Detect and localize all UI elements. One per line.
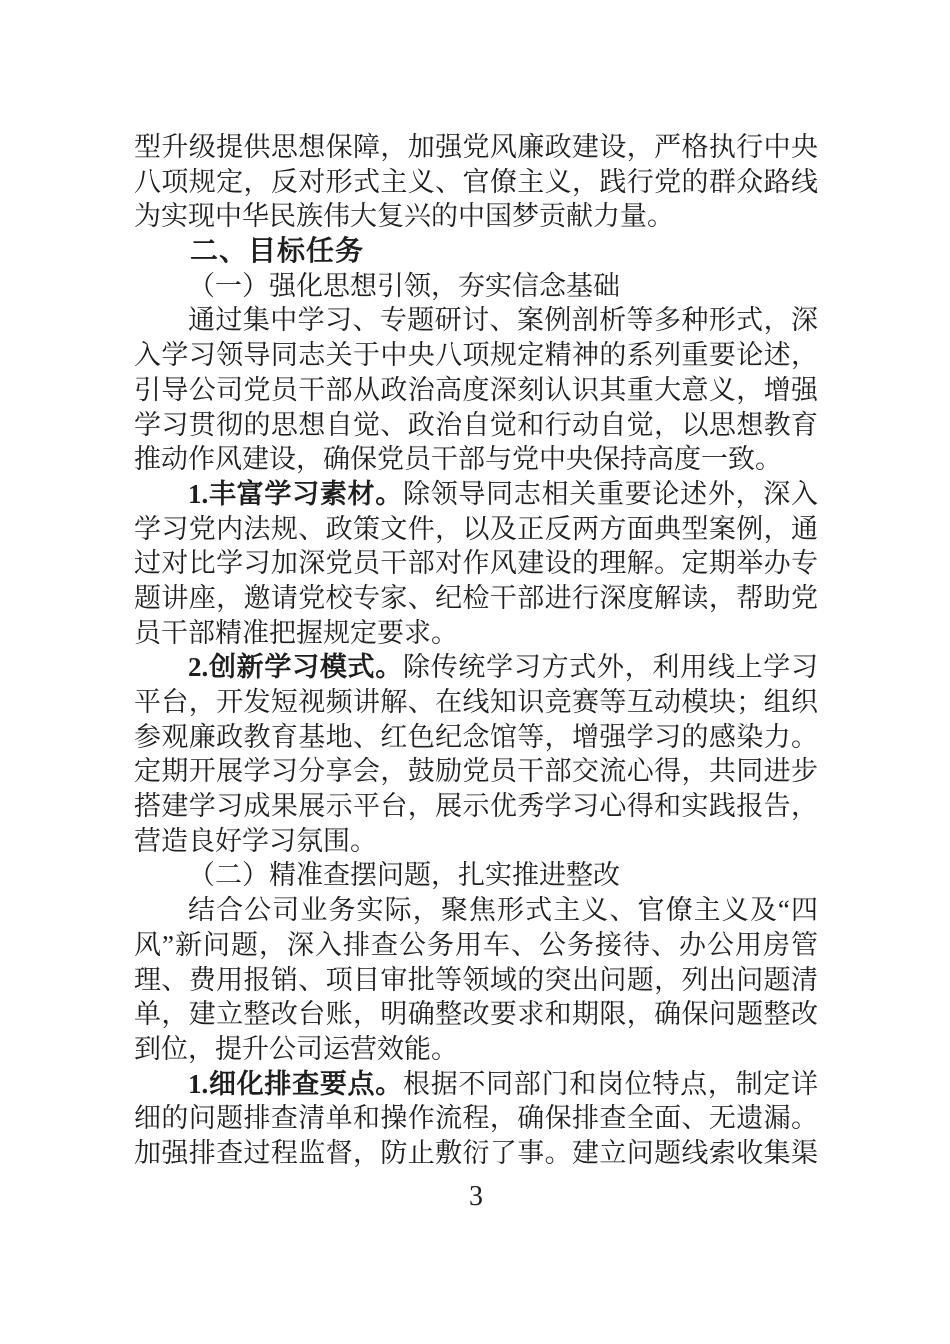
bold-run: 2.创新学习模式。	[188, 652, 403, 683]
text-run: （二）精准查摆问题，扎实推进整改	[188, 860, 620, 891]
text-run: 学习党内法规、政策文件，以及正反两方面典型案例，通	[134, 513, 818, 544]
text-run: 八项规定，反对形式主义、官僚主义，践行党的群众路线	[134, 166, 818, 197]
text-line	[134, 789, 818, 824]
text-run: 学习贯彻的思想自觉、政治自觉和行动自觉，以思想教育	[134, 409, 818, 440]
bold-run: 二、目标任务	[190, 235, 365, 267]
text-line	[134, 581, 818, 616]
text-run: 推动作风建设，确保党员干部与党中央保持高度一致。	[134, 444, 782, 475]
text-run: 风”新问题，深入排查公务用车、公务接待、办公用房管	[134, 929, 818, 960]
text-run: 入学习领导同志关于中央八项规定精神的系列重要论述，	[134, 340, 818, 371]
text-run: 加强排查过程监督，防止敷衍了事。建立问题线索收集渠	[134, 1137, 818, 1168]
subsection-heading	[134, 858, 818, 893]
text-line	[134, 1032, 818, 1067]
text-run: 除传统学习方式外，利用线上学习	[402, 652, 819, 683]
text-run: 通过集中学习、专题研讨、案例剖析等多种形式，深	[188, 305, 818, 336]
text-line	[134, 442, 818, 477]
text-line	[134, 685, 818, 720]
text-line	[134, 824, 818, 859]
text-run: 员干部精准把握规定要求。	[134, 617, 458, 648]
text-line	[134, 199, 818, 234]
text-run: 搭建学习成果展示平台，展示优秀学习心得和实践报告，	[134, 791, 818, 822]
text-run: 结合公司业务实际，聚焦形式主义、官僚主义及“四	[188, 895, 818, 926]
text-line	[134, 373, 818, 408]
page-number: 3	[469, 1181, 483, 1212]
subsection-heading	[134, 269, 818, 304]
text-line	[134, 1136, 818, 1171]
text-run: 到位，提升公司运营效能。	[134, 1033, 458, 1064]
text-line	[134, 408, 818, 443]
text-line	[134, 720, 818, 755]
text-run: 除领导同志相关重要论述外，深入	[402, 478, 819, 509]
text-line	[134, 546, 818, 581]
text-line	[134, 477, 818, 512]
text-run: 细的问题排查清单和操作流程，确保排查全面、无遗漏。	[134, 1103, 818, 1134]
bold-run: 1.丰富学习素材。	[188, 478, 403, 509]
text-line	[134, 1101, 818, 1136]
text-run: 型升级提供思想保障，加强党风廉政建设，严格执行中央	[134, 132, 818, 162]
text-run: 理、费用报销、项目审批等领域的突出问题，列出问题清	[134, 964, 818, 995]
text-run: 根据不同部门和岗位特点，制定详	[402, 1068, 819, 1099]
text-line	[134, 754, 818, 789]
text-line	[134, 616, 818, 651]
text-line	[134, 650, 818, 685]
text-line	[134, 512, 818, 547]
text-run: （一）强化思想引领，夯实信念基础	[188, 270, 620, 301]
text-run: 题讲座，邀请党校专家、纪检干部进行深度解读，帮助党	[134, 582, 818, 613]
text-run: 引导公司党员干部从政治高度深刻认识其重大意义，增强	[134, 374, 818, 405]
text-line	[134, 165, 818, 200]
bold-run: 1.细化排查要点。	[188, 1068, 403, 1099]
text-run: 过对比学习加深党员干部对作风建设的理解。定期举办专	[134, 548, 818, 579]
text-line	[134, 303, 818, 338]
text-run: 为实现中华民族伟大复兴的中国梦贡献力量。	[134, 201, 674, 232]
text-line	[134, 130, 818, 165]
document-body	[134, 130, 818, 1171]
text-run: 营造良好学习氛围。	[134, 825, 377, 856]
text-line	[134, 997, 818, 1032]
text-run: 平台，开发短视频讲解、在线知识竞赛等互动模块；组织	[134, 687, 818, 717]
text-line	[134, 893, 818, 928]
text-line	[134, 963, 818, 998]
text-line	[134, 338, 818, 373]
section-heading	[134, 234, 818, 269]
text-run: 定期开展学习分享会，鼓励党员干部交流心得，共同进步	[134, 756, 818, 787]
text-line	[134, 1067, 818, 1102]
text-run: 参观廉政教育基地、红色纪念馆等，增强学习的感染力。	[134, 721, 818, 752]
text-line	[134, 928, 818, 963]
text-run: 单，建立整改台账，明确整改要求和期限，确保问题整改	[134, 999, 818, 1030]
